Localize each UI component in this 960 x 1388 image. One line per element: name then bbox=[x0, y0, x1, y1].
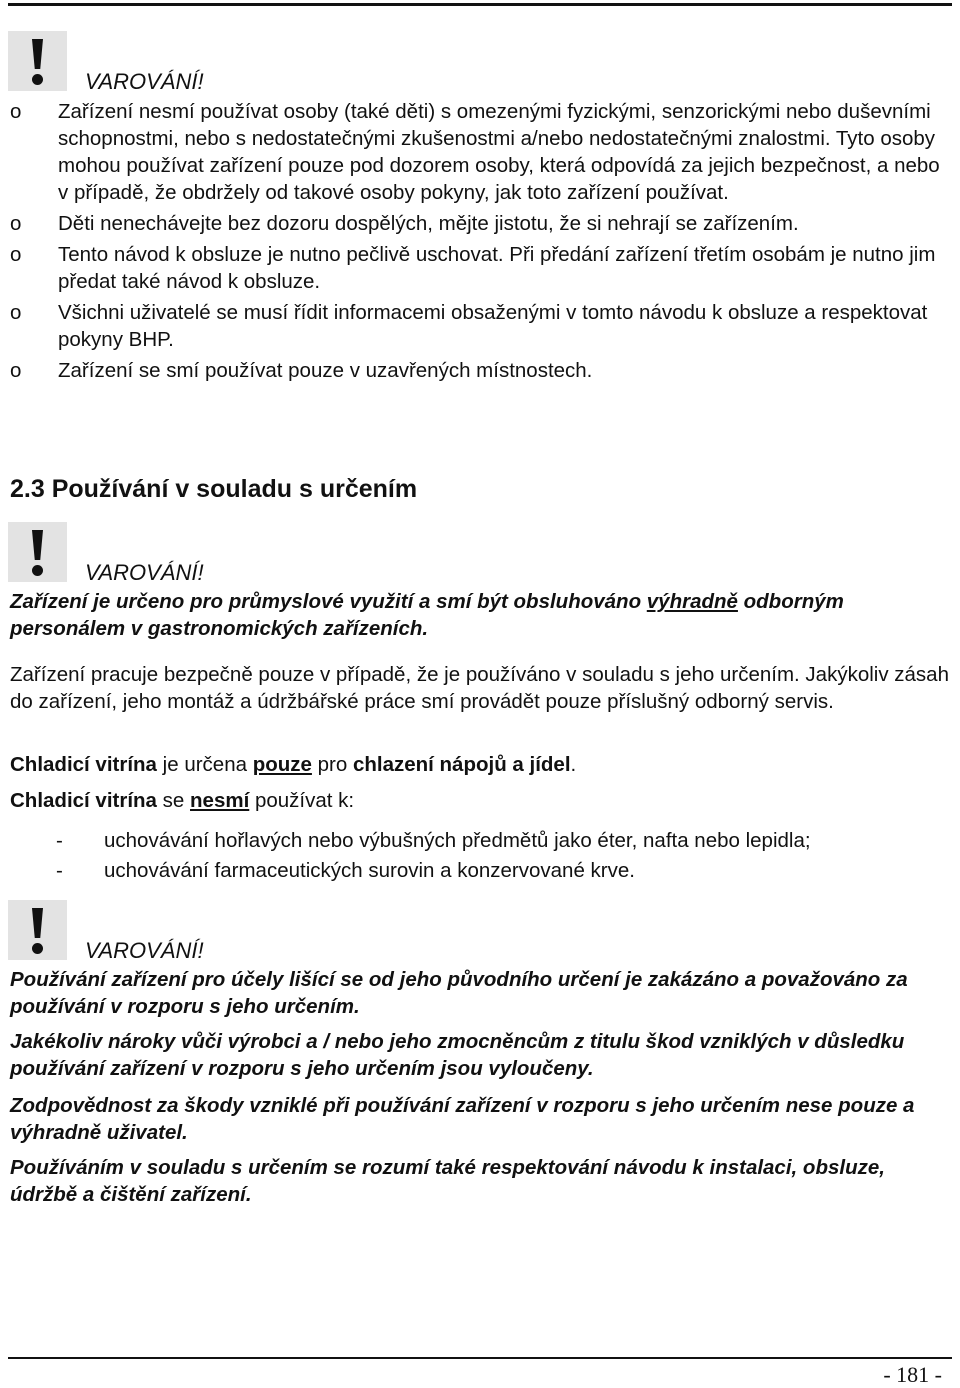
liability-exclusion: Jakékoliv nároky vůči výrobci a / nebo jeho zmocněncům z titulu škod vzniklých v důsledku používání zařízení v rozporu s jeho určením jsou vyloučeny. bbox=[10, 1030, 905, 1080]
bottom-rule bbox=[8, 1357, 952, 1359]
bullet-marker: o bbox=[10, 301, 22, 324]
user-responsibility: Zodpovědnost za škody vzniklé při používání zařízení v rozporu s jeho určením nese pouze a výhradně uživatel. bbox=[10, 1094, 915, 1144]
list-item: o Zařízení se smí používat pouze v uzavřených místnostech. bbox=[10, 359, 593, 382]
list-item: o Všichni uživatelé se musí řídit informacemi obsaženými v tomto návodu k obsluze a respektovat pokyny BHP. bbox=[10, 301, 928, 351]
warning-label: VAROVÁNÍ! bbox=[85, 938, 204, 963]
list-item: o Děti nenechávejte bez dozoru dospělých, mějte jistotu, že si nehrají se zařízením. bbox=[10, 212, 799, 235]
warning-block-1 bbox=[8, 31, 408, 94]
intended-use-warning: Zařízení je určeno pro průmyslové využití a smí být obsluhováno výhradně odborným personálem v gastronomických zařízeních. bbox=[10, 590, 844, 640]
intended-use-definition: Používáním v souladu s určením se rozumí také respektování návodu k instalaci, obsluze, údržbě a čištění zařízení. bbox=[10, 1156, 885, 1206]
list-item: - uchovávání farmaceutických surovin a konzervované krve. bbox=[56, 859, 635, 882]
list-item: o Tento návod k obsluze je nutno pečlivě uschovat. Při předání zařízení třetím osobám je nutno jim předat také návod k obsluze. bbox=[10, 243, 936, 293]
list-item: - uchovávání hořlavých nebo výbušných předmětů jako éter, nafta nebo lepidla; bbox=[56, 829, 811, 852]
dash-marker: - bbox=[56, 829, 63, 852]
bullet-marker: o bbox=[10, 243, 22, 266]
section-heading: 2.3 Používání v souladu s určením bbox=[10, 475, 418, 503]
intended-use-line: Chladicí vitrína je určena pouze pro chlazení nápojů a jídel. bbox=[10, 753, 577, 776]
page-number: - 181 - bbox=[883, 1362, 942, 1387]
warning-block-3 bbox=[8, 900, 408, 963]
dash-marker: - bbox=[56, 859, 63, 882]
exclamation-icon bbox=[8, 31, 67, 91]
safe-operation-text: Zařízení pracuje bezpečně pouze v případě, že je používáno v souladu s jeho určením. Jakýkoliv zásah do zařízení, jeho montáž a údržbářské práce smí provádět pouze příslušný odborný servis. bbox=[10, 663, 949, 713]
bullet-marker: o bbox=[10, 212, 22, 235]
exclamation-icon bbox=[8, 900, 67, 960]
exclamation-icon bbox=[8, 522, 67, 582]
bullet-marker: o bbox=[10, 100, 22, 123]
prohibited-list bbox=[10, 827, 955, 887]
warning-block-2 bbox=[8, 522, 408, 585]
list-item: o Zařízení nesmí používat osoby (také děti) s omezenými fyzickými, senzorickými nebo duševními schopnostmi, nebo s nedostatečnými zkušenostmi a/nebo nedostatečnými znalostmi. Tyto osoby mohou používat zařízení pouze pod dozorem osoby, která odpovídá za jejich bezpečnost, a nebo v případě, že obdržely od takové osoby pokyny, jak toto zařízení používat. bbox=[10, 100, 940, 204]
top-rule bbox=[8, 3, 952, 6]
warning-label: VAROVÁNÍ! bbox=[85, 69, 204, 94]
warning-label: VAROVÁNÍ! bbox=[85, 560, 204, 585]
misuse-warning: Používání zařízení pro účely lišící se od jeho původního určení je zakázáno a považováno za používání v rozporu s jeho určením. bbox=[10, 968, 908, 1018]
bullet-marker: o bbox=[10, 359, 22, 382]
prohibited-use-line: Chladicí vitrína se nesmí používat k: bbox=[10, 789, 355, 812]
safety-bullet-list bbox=[10, 98, 955, 388]
